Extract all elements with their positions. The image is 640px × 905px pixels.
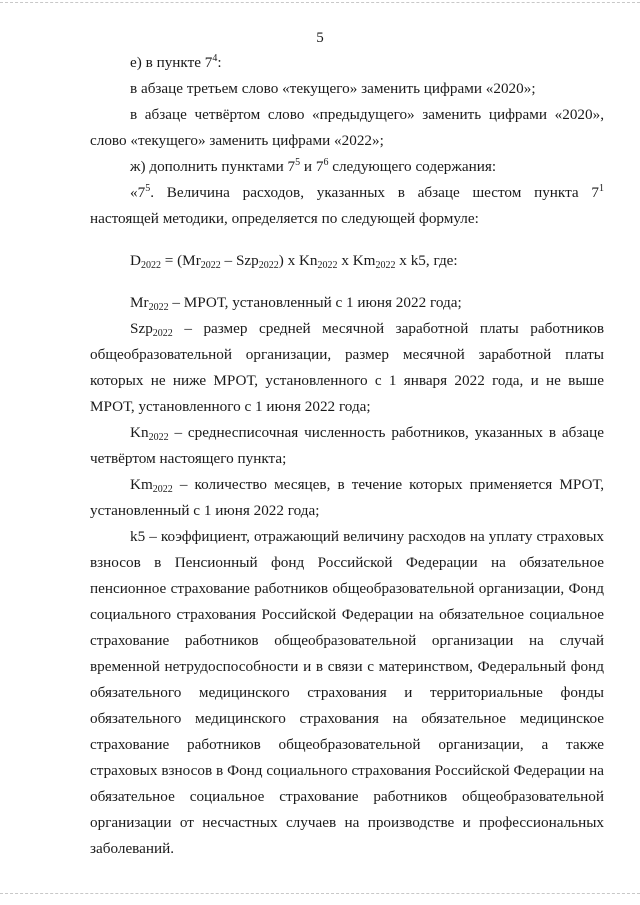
paragraph-third: в абзаце третьем слово «текущего» заменить цифрами «2020»; xyxy=(130,80,536,97)
formula-x1: ) х Kn xyxy=(278,252,318,269)
def-mr-sub: 2022 xyxy=(148,302,169,313)
def-szp-symbol: Szp xyxy=(130,320,153,337)
item-zh-sup-1: 5 xyxy=(295,157,301,168)
def-km-sub: 2022 xyxy=(152,484,173,495)
item-e-text: е) в пункте 7 xyxy=(130,54,213,71)
item-e-superscript: 4 xyxy=(212,53,218,64)
clause-intro-sup-1: 5 xyxy=(145,183,151,194)
def-kn-symbol: Kn xyxy=(130,424,149,441)
formula-km-sub: 2022 xyxy=(375,260,396,271)
def-km-text: – количество месяцев, в течение которых применяется МРОТ, установленный с 1 июня 2022 года; xyxy=(90,476,604,519)
def-mr-text: – МРОТ, установленный с 1 июня 2022 года; xyxy=(168,294,462,311)
formula-szp-sub: 2022 xyxy=(258,260,279,271)
clause-7-5-intro xyxy=(90,180,604,232)
clause-intro-c: настоящей методики, определяется по следующей формуле: xyxy=(90,210,479,227)
item-zh-text-b: и 7 xyxy=(300,158,324,175)
spacer xyxy=(90,232,604,248)
formula-mr-sub: 2022 xyxy=(200,260,221,271)
definition-szp xyxy=(90,316,604,420)
item-zh-heading xyxy=(90,154,604,180)
paragraph-fourth: в абзаце четвёртом слово «предыдущего» заменить цифрами «2020», слово «текущего» заменить цифрами «2022»; xyxy=(90,106,604,149)
formula-tail: х k5, где: xyxy=(395,252,458,269)
item-e-colon: : xyxy=(217,54,222,71)
definition-kn xyxy=(90,420,604,472)
clause-intro-a: «7 xyxy=(130,184,146,201)
scan-edge-bottom xyxy=(0,893,640,894)
document-body xyxy=(90,50,604,862)
clause-intro-b: . Величина расходов, указанных в абзаце шестом пункта 7 xyxy=(150,184,599,201)
def-km-symbol: Km xyxy=(130,476,153,493)
item-zh-text-c: следующего содержания: xyxy=(328,158,497,175)
definition-mr xyxy=(90,290,604,316)
def-kn-sub: 2022 xyxy=(148,432,169,443)
formula-eq: = (Mr xyxy=(160,252,201,269)
def-mr-symbol: Mr xyxy=(130,294,149,311)
item-zh-sup-2: 6 xyxy=(323,157,329,168)
formula-minus: – Szp xyxy=(220,252,259,269)
clause-intro-sup-2: 1 xyxy=(599,183,604,194)
spacer xyxy=(90,274,604,290)
definition-km xyxy=(90,472,604,524)
item-zh-text-a: ж) дополнить пунктами 7 xyxy=(130,158,296,175)
item-e-heading xyxy=(90,50,604,76)
page-number: 5 xyxy=(316,30,324,46)
def-szp-sub: 2022 xyxy=(152,328,173,339)
scan-edge-top xyxy=(0,2,640,3)
def-szp-text: – размер средней месячной заработной платы работников общеобразовательной организации, размер месячной заработной платы которых не ниже МРОТ, установленного с 1 января 2022 года, и не выше МРОТ, установленного с 1 июня 2022 года; xyxy=(90,320,604,415)
def-kn-text: – среднесписочная численность работников, указанных в абзаце четвёртом настоящего пункта; xyxy=(90,424,604,467)
formula-x2: х Km xyxy=(337,252,376,269)
formula xyxy=(90,248,604,274)
formula-kn-sub: 2022 xyxy=(317,260,338,271)
definition-k5: k5 – коэффициент, отражающий величину расходов на уплату страховых взносов в Пенсионный фонд Российской Федерации на обязательное пенсионное страхование работников общеобразовательной организации, Фонд социального страхования Российской Федерации на обязательное социальное страхование работников общеобразовательной организации на случай временной нетрудоспособности и в связи с материнством, Федеральный фонд обязательного медицинского страхования и территориальные фонды обязательного медицинского страхования на обязательное медицинское страхование работников общеобразовательной организации, а также страховых взносов в Фонд социального страхования Российской Федерации на обязательное социальное страхование работников общеобразовательной организации от несчастных случаев на производстве и профессиональных заболеваний. xyxy=(90,528,604,857)
formula-d-sub: 2022 xyxy=(140,260,161,271)
formula-d: D xyxy=(130,252,141,269)
